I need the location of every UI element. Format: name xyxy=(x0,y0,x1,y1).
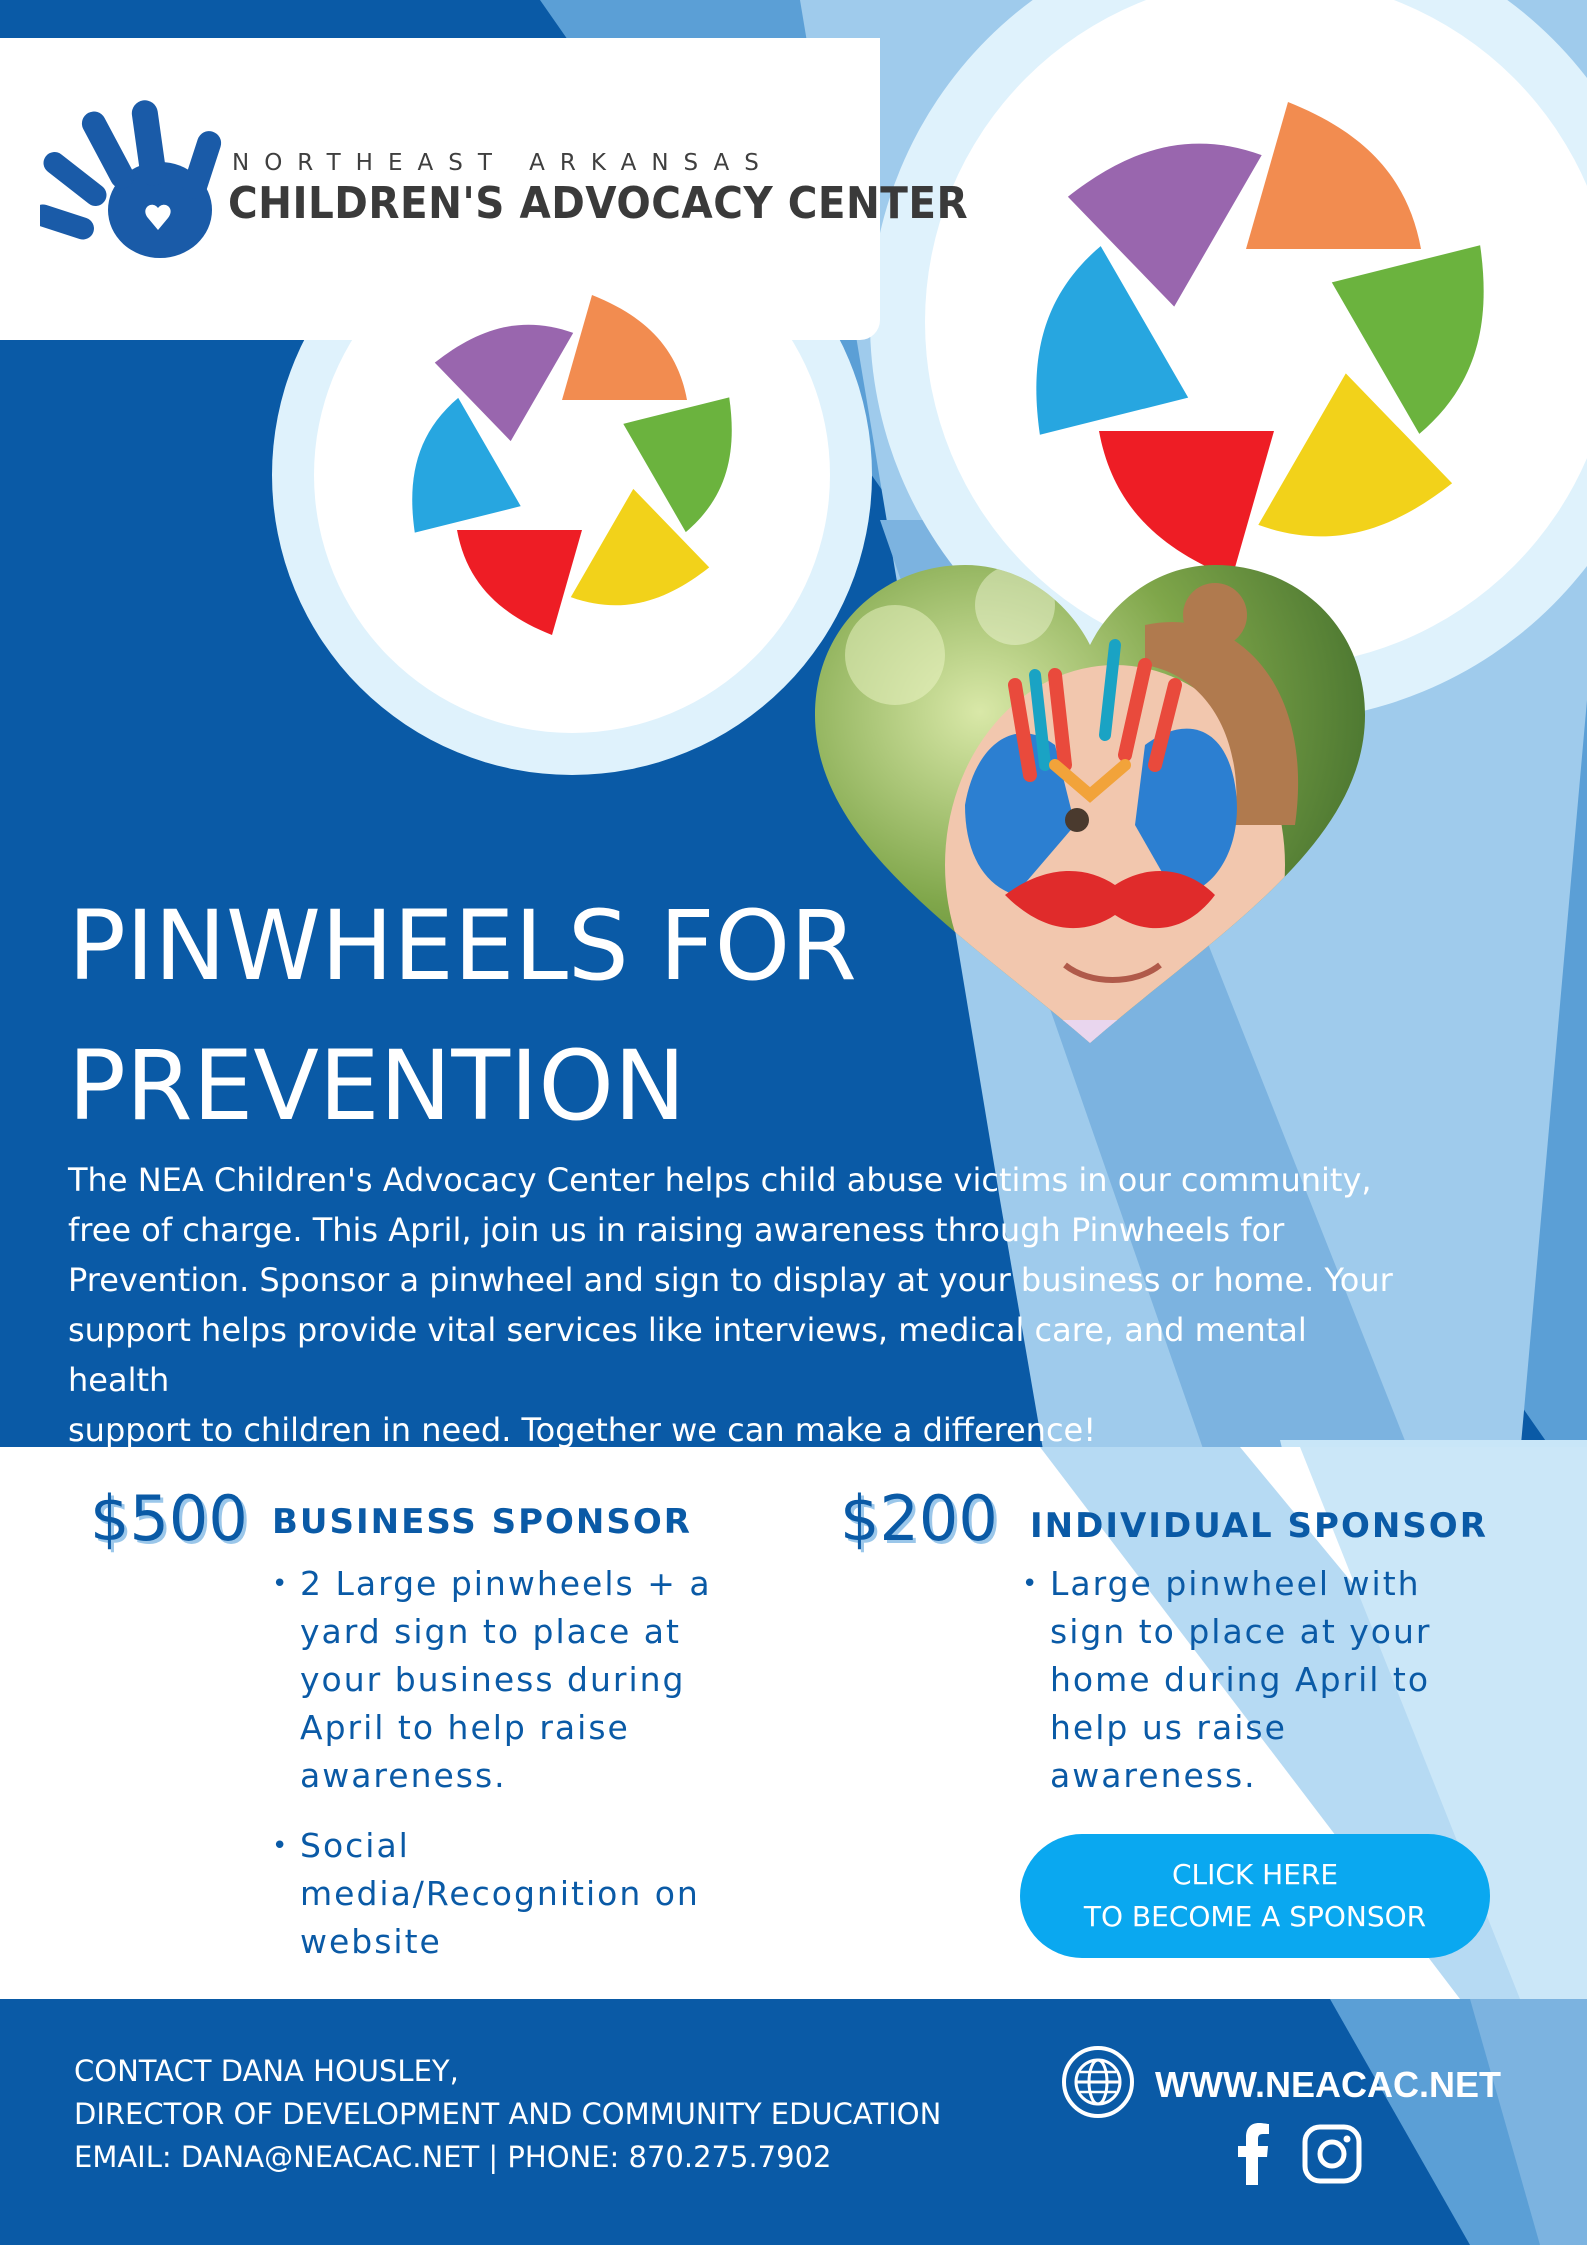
org-region: NORTHEAST ARKANSAS xyxy=(232,150,774,176)
individual-benefits xyxy=(1022,1560,1502,1822)
website-link[interactable]: WWW.NEACAC.NET xyxy=(1155,2064,1501,2105)
business-tier: BUSINESS SPONSOR xyxy=(272,1502,692,1542)
pinwheel-large-icon xyxy=(980,60,1540,620)
become-sponsor-button[interactable] xyxy=(1020,1834,1490,1958)
benefit-item: • Social media/Recognition on website xyxy=(272,1822,752,1966)
org-name: CHILDREN'S ADVOCACY CENTER xyxy=(228,178,969,229)
cta-line2: TO BECOME A SPONSOR xyxy=(1083,1900,1427,1933)
pinwheel-small-icon xyxy=(372,255,772,675)
contact-line: DIRECTOR OF DEVELOPMENT AND COMMUNITY EDUCATION xyxy=(74,2097,942,2131)
benefit-item: • 2 Large pinwheels + a yard sign to place at your business during April to help raise awareness. xyxy=(272,1560,752,1800)
business-price: $500 xyxy=(90,1482,248,1555)
instagram-icon[interactable] xyxy=(1302,2124,1362,2184)
page-title-line1: PINWHEELS FOR xyxy=(68,890,857,1002)
heart-photo xyxy=(815,565,1365,1055)
footer-beams xyxy=(1000,1999,1587,2245)
intro-line: Prevention. Sponsor a pinwheel and sign to display at your business or home. Your xyxy=(68,1261,1393,1299)
globe-icon[interactable] xyxy=(1060,2044,1136,2120)
individual-price: $200 xyxy=(840,1482,998,1555)
intro-line: The NEA Children's Advocacy Center helps child abuse victims in our community, xyxy=(68,1161,1372,1199)
benefit-item: • Large pinwheel with sign to place at your home during April to help us raise awareness. xyxy=(1022,1560,1502,1800)
individual-tier: INDIVIDUAL SPONSOR xyxy=(1030,1506,1488,1546)
handprint-logo-icon xyxy=(40,90,230,280)
business-benefits xyxy=(272,1560,752,1988)
contact-line: CONTACT DANA HOUSLEY, xyxy=(74,2054,459,2088)
contact-line: EMAIL: DANA@NEACAC.NET | PHONE: 870.275.7902 xyxy=(74,2140,832,2174)
facebook-icon[interactable] xyxy=(1238,2123,1270,2185)
contact-info xyxy=(74,2050,941,2179)
intro-line: free of charge. This April, join us in raising awareness through Pinwheels for xyxy=(68,1211,1285,1249)
intro-paragraph xyxy=(68,1155,1408,1455)
intro-line: support helps provide vital services like interviews, medical care, and mental health xyxy=(68,1311,1307,1399)
page-title-line2: PREVENTION xyxy=(68,1030,686,1142)
cta-line1: CLICK HERE xyxy=(1171,1858,1339,1891)
intro-line: support to children in need. Together we can make a difference! xyxy=(68,1411,1097,1449)
